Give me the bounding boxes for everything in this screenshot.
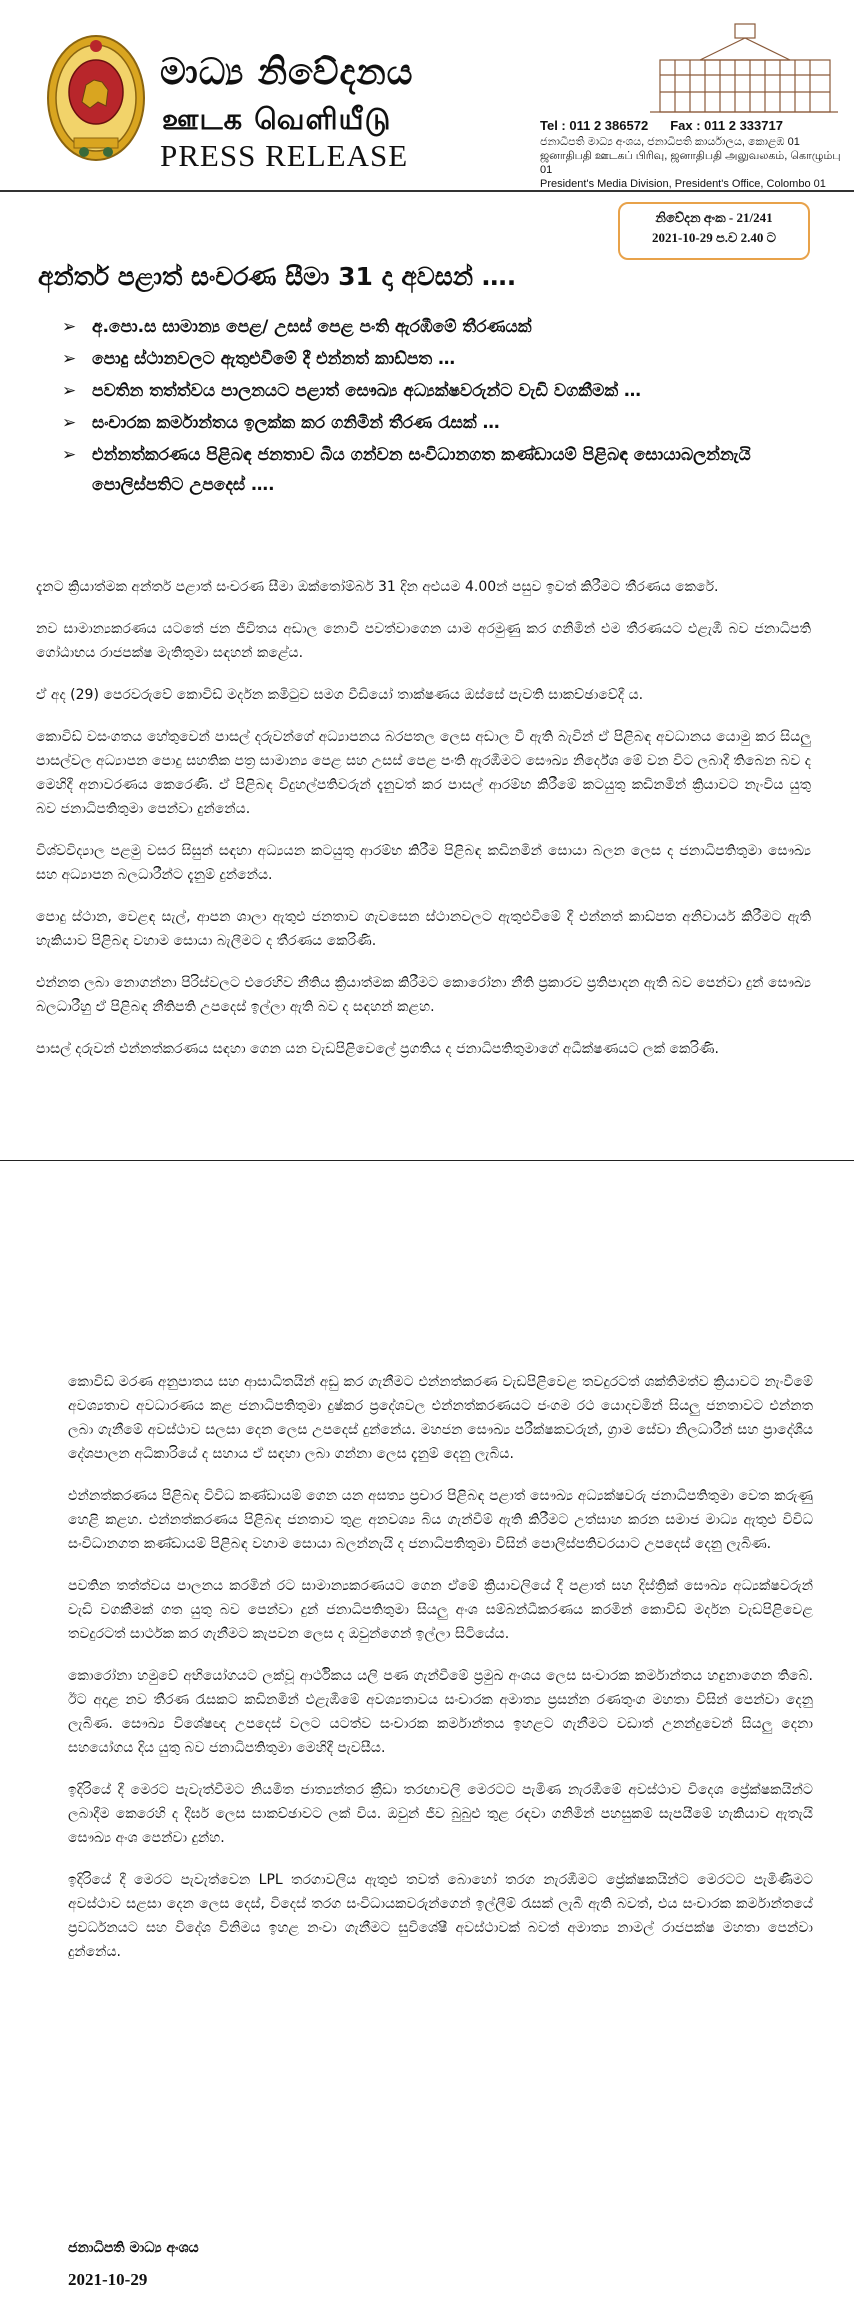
paragraph: පාසල් දරුවන් එන්නත්කරණය සඳහා ගෙන යන වැඩපිළිවෙලේ ප්‍රගතිය ද ජනාධිපතිතුමාගේ අධීක්ෂණයට ලක් කෙරිණි. bbox=[36, 1041, 719, 1057]
highlight-item: ➢ එන්නත්කරණය පිළිබඳ ජනතාව බිය ගන්වන සංවිධානගත කණ්ඩායම් පිළිබඳ සොයාබලන්නැයි පොලිස්පතිට උපදෙස් …. bbox=[62, 440, 822, 500]
paragraph: නව සාමාන්‍යකරණය යටතේ ජන ජීවිතය අඩාල නොවී පවත්වාගෙන යාම අරමුණු කර ගනිමින් එම තීරණයට එළැඹී බව ජනාධිපති ගෝඨාභය රාජපක්ෂ මැතිතුමා සඳහන් කළේය. bbox=[36, 621, 811, 661]
title-english: PRESS RELEASE bbox=[160, 138, 409, 173]
body-page-2 bbox=[68, 1370, 813, 1982]
highlight-item: ➢ පොදු ස්ථානවලට ඇතුළුවීමේ දී එන්නත් කාඩ්පත … bbox=[62, 344, 822, 374]
paragraph: ඒ අද (29) පෙරවරුවේ කොවිඩ් මර්දන කමිටුව සමග වීඩියෝ තාක්ෂණය ඔස්සේ පැවති සාකච්ඡාවේදී ය. bbox=[36, 687, 644, 703]
highlight-item: ➢ අ.පො.ස සාමාන්‍ය පෙළ/ උසස් පෙළ පංති ඇරඹීමේ තීරණයක් bbox=[62, 312, 822, 342]
signature-name: ජනාධිපති මාධ්‍ය අංශය bbox=[68, 2240, 199, 2256]
page-2 bbox=[0, 1280, 854, 2299]
reference-datetime: 2021-10-29 ප.ව 2.40 ට bbox=[652, 230, 776, 245]
page-gap bbox=[0, 1195, 854, 1280]
title-sinhala: මාධ්‍ය නිවේදනය bbox=[160, 52, 414, 93]
title-tamil: ஊடக வெளியீடு bbox=[162, 102, 392, 136]
address-sinhala: ජනාධිපති මාධ්‍ය අංශය, ජනාධිපති කාර්යාලය, කොළඹ 01 bbox=[540, 136, 800, 148]
paragraph: එන්නත ලබා නොගන්නා පිරිස්වලට එරෙහිව නීතිය ක්‍රියාත්මක කිරීමට කොරෝනා නීති ප්‍රකාරව ප්‍රතිපාදන ඇති බව පෙන්වා දුන් සෞඛ්‍ය බලධාරීහු ඒ පිළිබඳ නීතිපති උපදෙස් ඉල්ලා ඇති බව ද සඳහන් කළහ. bbox=[36, 975, 811, 1015]
signature-date: 2021-10-29 bbox=[68, 2270, 148, 2289]
headline: අන්තර් පළාත් සංචරණ සීමා 31 දා අවසන් …. bbox=[38, 262, 517, 291]
footer-divider bbox=[0, 1160, 854, 1161]
highlight-item: ➢ සංචාරක කර්මාන්තය ඉලක්ක කර ගනිමින් තීරණ රැසක් … bbox=[62, 408, 822, 438]
tel-number: Tel : 011 2 386572 bbox=[540, 118, 649, 133]
address-english: President's Media Division, President's Office, Colombo 01 bbox=[540, 178, 826, 190]
sri-lanka-emblem-icon bbox=[44, 30, 148, 170]
paragraph: ඉදිරියේ දී මෙරට පැවැත්වීමට නියමිත ජාත්‍යන්තර ක්‍රීඩා තරඟාවලි මෙරටට පැමිණ නැරඹීමේ අවස්ථාව විදෙශ ප්‍රේක්ෂකයින්ට ලබාදීම කෙරෙහි ද දීර්ඝ ලෙස සාකච්ඡාවට ලක් විය. ඔවුන් ජීව බුබුළු තුළ රඳවා ගනිමින් පහසුකම් සැපයීමේ හැකියාව ඇතැයි සෞඛ්‍ය අංශ පෙන්වා දුන්හ. bbox=[68, 1782, 813, 1846]
paragraph: පවතින තත්ත්වය පාලනය කරමින් රට සාමාන්‍යකරණයට ගෙන ඒමේ ක්‍රියාවලියේ දී පළාත් සහ දිස්ත්‍රික් සෞඛ්‍ය අධ්‍යක්ෂවරුන් වැඩි වගකීමක් ගත යුතු බව පෙන්වා දුන් ජනාධිපතිතුමා සියලු අංශ සම්බන්ධීකරණය කරමින් කොවිඩ් මර්දන වැඩපිළිවෙළ තවදුරටත් සාර්ථක කර ගැනීමට කැපවන ලෙස ද ඔවුන්ගෙන් ඉල්ලා සිටියේය. bbox=[68, 1578, 813, 1642]
paragraph: පොදු ස්ථාන, වෙළඳ සැල්, ආපන ශාලා ඇතුළු ජනතාව ගැවසෙන ස්ථානවලට ඇතුළුවීමේ දී එන්නත් කාඩ්පත අනිවාර්ය කිරීමට ඇති හැකියාව පිළිබඳ වහාම සොයා බැලීමට ද තීරණය කෙරිණි. bbox=[36, 909, 811, 949]
paragraph: ඉදිරියේ දී මෙරට පැවැත්වෙන LPL තරගාවලිය ඇතුළු තවත් බොහෝ තරග නැරඹීමට ප්‍රේක්ෂකයින්ට මෙරටට පැමිණීමට අවස්ථාව සළසා දෙන ලෙස දෙස්, විදෙස් තරග සංවිධායකවරුන්ගෙන් ඉල්ලීම් රැසක් ලැබී ඇති බවත්, එය සංචාරක කර්මාන්තයේ ප්‍රවර්ධනයට සහ විදේශ විනිමය ඉහළ නංවා ගැනීමට සුවිශේෂී අවස්ථාවක් බවත් අමාත්‍ය නාමල් රාජපක්ෂ මහතා පෙන්වා දුන්නේය. bbox=[68, 1872, 813, 1960]
paragraph: කොවිඩ් වසංගතය හේතුවෙන් පාසල් දරුවන්ගේ අධ්‍යාපනය බරපතල ලෙස අඩාල වී ඇති බැවින් ඒ පිළිබඳ අවධානය යොමු කර සියලු පාසල්වල අධ්‍යාපන පොදු සහතික පත්‍ර සාමාන්‍ය පෙළ සහ උසස් පෙළ පංති ඇරඹීමට සෞඛ්‍ය නිර්දේශ මේ වන විට ලබාදී තිබෙන බව ද මෙහිදී අනාවරණය කෙරෙණි. ඒ පිළිබඳ විදුහල්පතිවරුන් දැනුවත් කර පාසල් ආරම්භ කිරීමේ කටයුතු කඩිනමින් ක්‍රියාවට නැංවිය යුතු බව ජනාධිපතිතුමා පෙන්වා දුන්නේය. bbox=[36, 729, 811, 817]
body-page-1 bbox=[36, 575, 811, 1079]
paragraph: දැනට ක්‍රියාත්මක අන්තර් පළාත් සංචරණ සීමා ඔක්තෝම්බර් 31 දින අළුයම 4.00න් පසුව ඉවත් කිරීමට තීරණය කෙරේ. bbox=[36, 579, 719, 595]
address-tamil: ஜனாதிபதி ஊடகப் பிரிவு, ஜனாதிபதி அலுவலகம், கொழும்பு 01 bbox=[540, 150, 841, 176]
header-divider bbox=[0, 190, 854, 192]
presidential-secretariat-building-icon bbox=[640, 20, 840, 115]
contact-block bbox=[540, 118, 854, 191]
paragraph: කොරෝනා හමුවේ අභියෝගයට ලක්වූ ආර්ථිකය යලි පණ ගැන්වීමේ ප්‍රමුඛ අංශය ලෙස සංචාරක කර්මාන්තය හඳුනාගෙන තිබේ. ඊට අදාළ නව තීරණ රැසකට කඩිනමින් එළැඹීමේ අවශ්‍යතාවය සංචාරක අමාත්‍ය ප්‍රසන්න රණතුංග මහතා විසින් පෙන්වා දෙනු ලැබිණ. සෞඛ්‍ය විශේෂඥ උපදෙස් වලට යටත්ව සංචාරක කර්මාන්තය ඉහළට ගැනීමට වඩාත් උනන්දුවෙන් සියලු දෙනා සහයෝගය දිය යුතු බව ජනාධිපතිතුමා මෙහිදී පැවසීය. bbox=[68, 1668, 813, 1756]
paragraph: විශ්වවිද්‍යාල පළමු වසර සිසුන් සඳහා අධ්‍යයන කටයුතු ආරම්භ කිරීම පිළිබඳ කඩිනමින් සොයා බලන ලෙස ද ජනාධිපතිතුමා සෞඛ්‍ය සහ අධ්‍යාපන බලධාරීන්ට දැනුම් දුන්නේය. bbox=[36, 843, 811, 883]
paragraph: එන්නත්කරණය පිළිබඳ විවිධ කණ්ඩායම් ගෙන යන අසත්‍ය ප්‍රචාර පිළිබඳ පළාත් සෞඛ්‍ය අධ්‍යක්ෂවරු ජනාධිපතිතුමා වෙත කරුණු හෙළි කළහ. එන්නත්කරණය පිළිබඳ ජනතාව තුළ අනවශ්‍ය බිය ගැන්වීම් ඇති කිරීමට උත්සාහ කරන සමාජ මාධ්‍ය ඇතුළු විවිධ සංවිධානගත කණ්ඩායම් පිළිබඳ වහාම සොයා බලන්නැයි ද ජනාධිපතිතුමා විසින් පොලිස්පතිවරයාට උපදෙස් දෙනු ලැබිණ. bbox=[68, 1488, 813, 1552]
fax-number: Fax : 011 2 333717 bbox=[670, 118, 783, 133]
reference-number: නිවේදන අංක - 21/241 bbox=[655, 210, 773, 225]
highlights-list bbox=[62, 312, 822, 502]
highlight-item: ➢ පවතින තත්ත්වය පාලනයට පළාත් සෞඛ්‍ය අධ්‍යක්ෂවරුන්ට වැඩි වගකීමක් … bbox=[62, 376, 822, 406]
paragraph: කොවිඩ් මරණ අනුපාතය සහ ආසාධිතයින් අඩු කර ගැනීමට එන්නත්කරණ වැඩපිළිවෙළ තවදුරටත් ශක්තිමත්ව ක්‍රියාවට නැංවීමේ අවශ්‍යතාව අවධාරණය කළ ජනාධිපතිතුමා දුෂ්කර ප්‍රදේශවල එන්නත්කරණයට ජංගම රථ යොදවමින් සියලු ජනතාවට එන්නත ලබා ගැනීමේ අවස්ථාව සලසා දෙන ලෙස උපදෙස් දුන්නේය. මහජන සෞඛ්‍ය පරීක්ෂකවරුන්, ග්‍රාම සේවා නිලධාරීන් සහ ප්‍රාදේශීය දේශපාලන අධිකාරියේ ද සහාය ඒ සඳහා ලබා ගන්නා ලෙස දැනුම් දෙනු ලැබිය. bbox=[68, 1374, 813, 1462]
reference-box bbox=[618, 202, 810, 260]
